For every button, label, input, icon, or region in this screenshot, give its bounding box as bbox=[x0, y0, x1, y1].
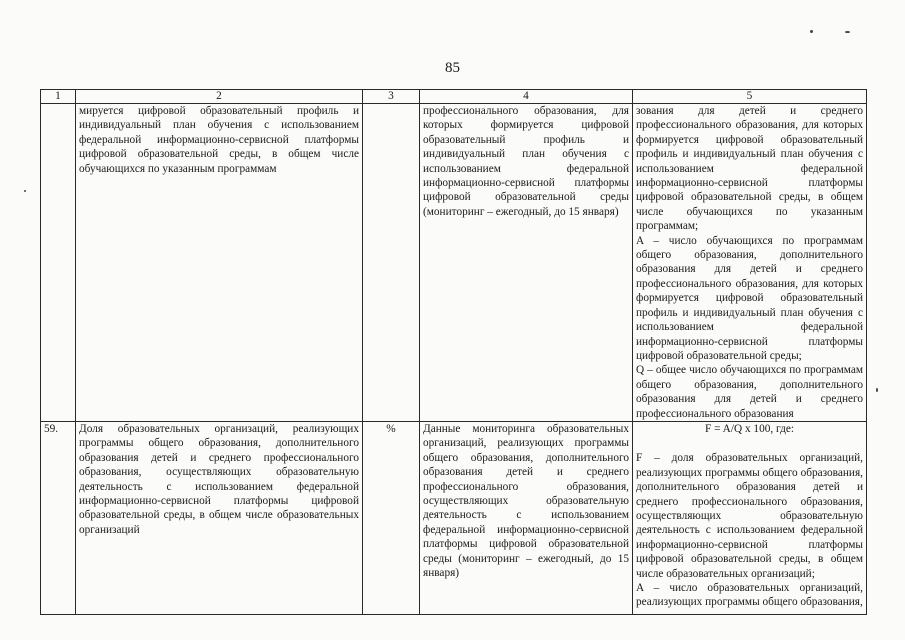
method-text: F – доля образовательных организаций, реализующих программы общего образования, дополнительного образования детей и среднего профессионального образования, осуществляющих образовательную деятельность с использованием федеральной информационно-сервисной платформы цифровой образовательной среды, в общем числе образовательных организаций; A – число образовательных организаций, реализующих программы общего образования, bbox=[636, 452, 863, 609]
unit-text: % bbox=[386, 422, 396, 435]
unit-cell bbox=[363, 104, 420, 422]
header-col-3: 3 bbox=[363, 90, 420, 104]
unit-cell bbox=[363, 421, 420, 614]
indicators-table bbox=[40, 89, 867, 615]
scan-dot-mark bbox=[845, 31, 850, 33]
row-number-cell: 59. bbox=[41, 421, 76, 614]
indicator-text: мируется цифровой образовательный профиль и индивидуальный план обучения с использованием федеральной информационно-сервисной платформы цифровой образовательной среды, в общем числе обучающихся по указанным программам bbox=[79, 105, 359, 175]
formula-text: F = A/Q x 100, где: bbox=[705, 422, 794, 435]
source-text: Данные мониторинга образовательных организаций, реализующих программы общего образования, дополнительного образования детей и среднего профессионального образования, осуществляющих образовательную деятельность с использованием федеральной информационно-сервисной платформы цифровой образовательной среды (мониторинг – ежегодный, до 15 января) bbox=[423, 422, 629, 579]
header-col-5: 5 bbox=[633, 90, 867, 104]
table-row-continuation bbox=[41, 104, 867, 422]
page-number: 85 bbox=[445, 60, 460, 76]
header-col-4: 4 bbox=[420, 90, 633, 104]
scan-dot-mark bbox=[24, 190, 26, 192]
method-cell bbox=[633, 104, 867, 422]
indicator-cell bbox=[76, 421, 363, 614]
row-number-cell bbox=[41, 104, 76, 422]
indicator-cell bbox=[76, 104, 363, 422]
scan-dot-mark bbox=[876, 388, 878, 392]
table-row-59 bbox=[41, 421, 867, 614]
table-header-row bbox=[41, 90, 867, 104]
indicator-text: Доля образовательных организаций, реализующих программы общего образования, дополнительного образования детей и среднего профессионального образования, осуществляющих образовательную деятельность с использованием федеральной информационно-сервисной платформы цифровой образовательной среды, в общем числе образовательных организаций bbox=[79, 422, 359, 536]
method-text: зования для детей и среднего профессионального образования, для которых формируется цифровой образовательный профиль и индивидуальный план обучения с использованием федеральной информационно-сервисной платформы цифровой образовательной среды, в общем числе обучающихся по указанным программам; A – число обучающихся по программам общего образования, дополнительного образования для детей и среднего профессионального образования, для которых формируется цифровой образовательный профиль и индивидуальный план обучения с использованием федеральной информационно-сервисной платформы цифровой образовательной среды; Q – общее число обучающихся по программам общего образования, дополнительного образования для детей и среднего профессионального образования bbox=[636, 105, 863, 420]
source-cell bbox=[420, 421, 633, 614]
header-col-2: 2 bbox=[76, 90, 363, 104]
method-cell bbox=[633, 421, 867, 614]
scan-dot-mark bbox=[810, 30, 813, 33]
header-col-1: 1 bbox=[41, 90, 76, 104]
source-text: профессионального образования, для которых формируется цифровой образовательный профиль и индивидуальный план обучения с использованием федеральной информационно-сервисной платформы цифровой образовательной среды (мониторинг – ежегодный, до 15 января) bbox=[423, 105, 629, 218]
source-cell bbox=[420, 104, 633, 422]
